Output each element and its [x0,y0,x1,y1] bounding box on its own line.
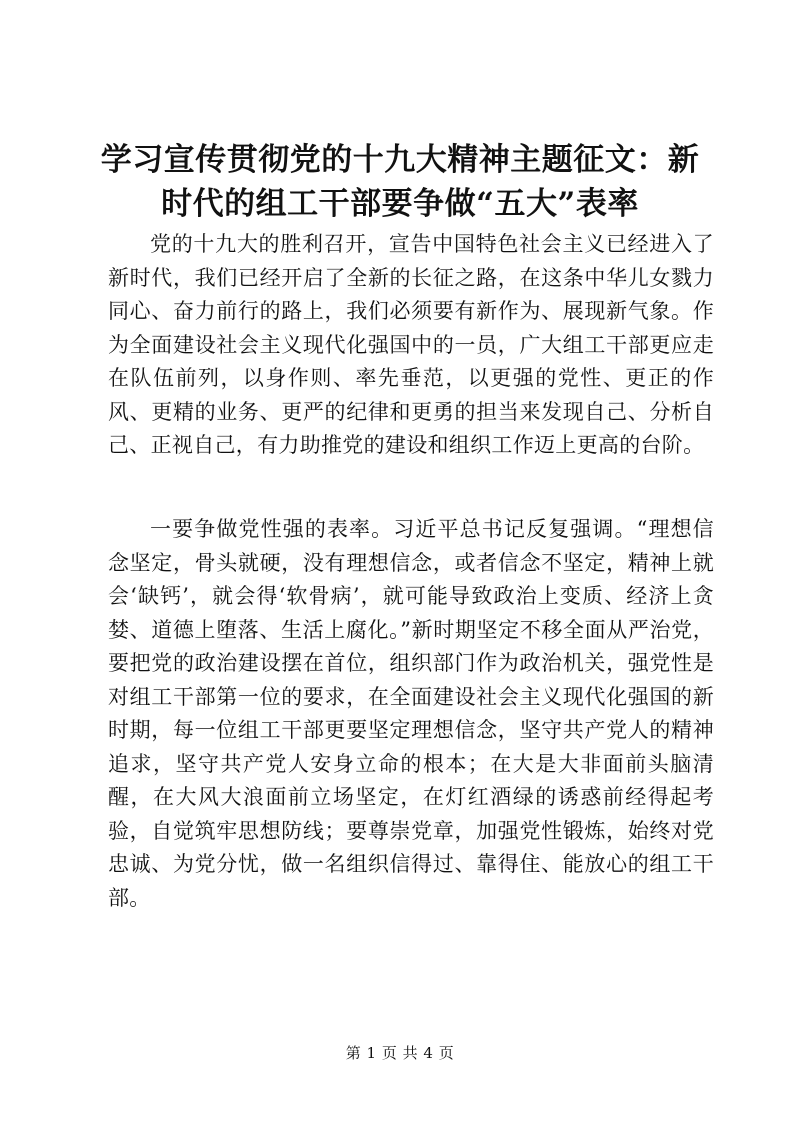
paragraph-party-spirit: 一要争做党性强的表率。习近平总书记反复强调。“理想信念坚定，骨头就硬，没有理想信念，或者信念不坚定，精神上就会‘缺钙’，就会得‘软骨病’，就可能导致政治上变质、经济上贪婪、道德上堕落、生活上腐化。”新时期坚定不移全面从严治党，要把党的政治建设摆在首位，组织部门作为政治机关，强党性是对组工干部第一位的要求，在全面建设社会主义现代化强国的新时期，每一位组工干部更要坚定理想信念，坚守共产党人的精神追求，坚守共产党人安身立命的根本；在大是大非面前头脑清醒，在大风大浪面前立场坚定，在灯红酒绿的诱惑前经得起考验，自觉筑牢思想防线；要尊崇党章，加强党性锻炼，始终对党忠诚、为党分忧，做一名组织信得过、靠得住、能放心的组工干部。 [108,517,714,910]
paragraph-intro: 党的十九大的胜利召开，宣告中国特色社会主义已经进入了新时代，我们已经开启了全新的长征之路，在这条中华儿女戮力同心、奋力前行的路上，我们必须要有新作为、展现新气象。作为全面建设社会主义现代化强国中的一员，广大组工干部更应走在队伍前列，以身作则、率先垂范，以更强的党性、更正的作风、更精的业务、更严的纪律和更勇的担当来发现自己、分析自己、正视自己，有力助推党的建设和组织工作迈上更高的台阶。 [108,232,714,457]
page-number-footer: 第 1 页 共 4 页 [345,1044,455,1062]
document-title: 学习宣传贯彻党的十九大精神主题征文：新时代的组工干部要争做“五大”表率 [100,142,700,222]
